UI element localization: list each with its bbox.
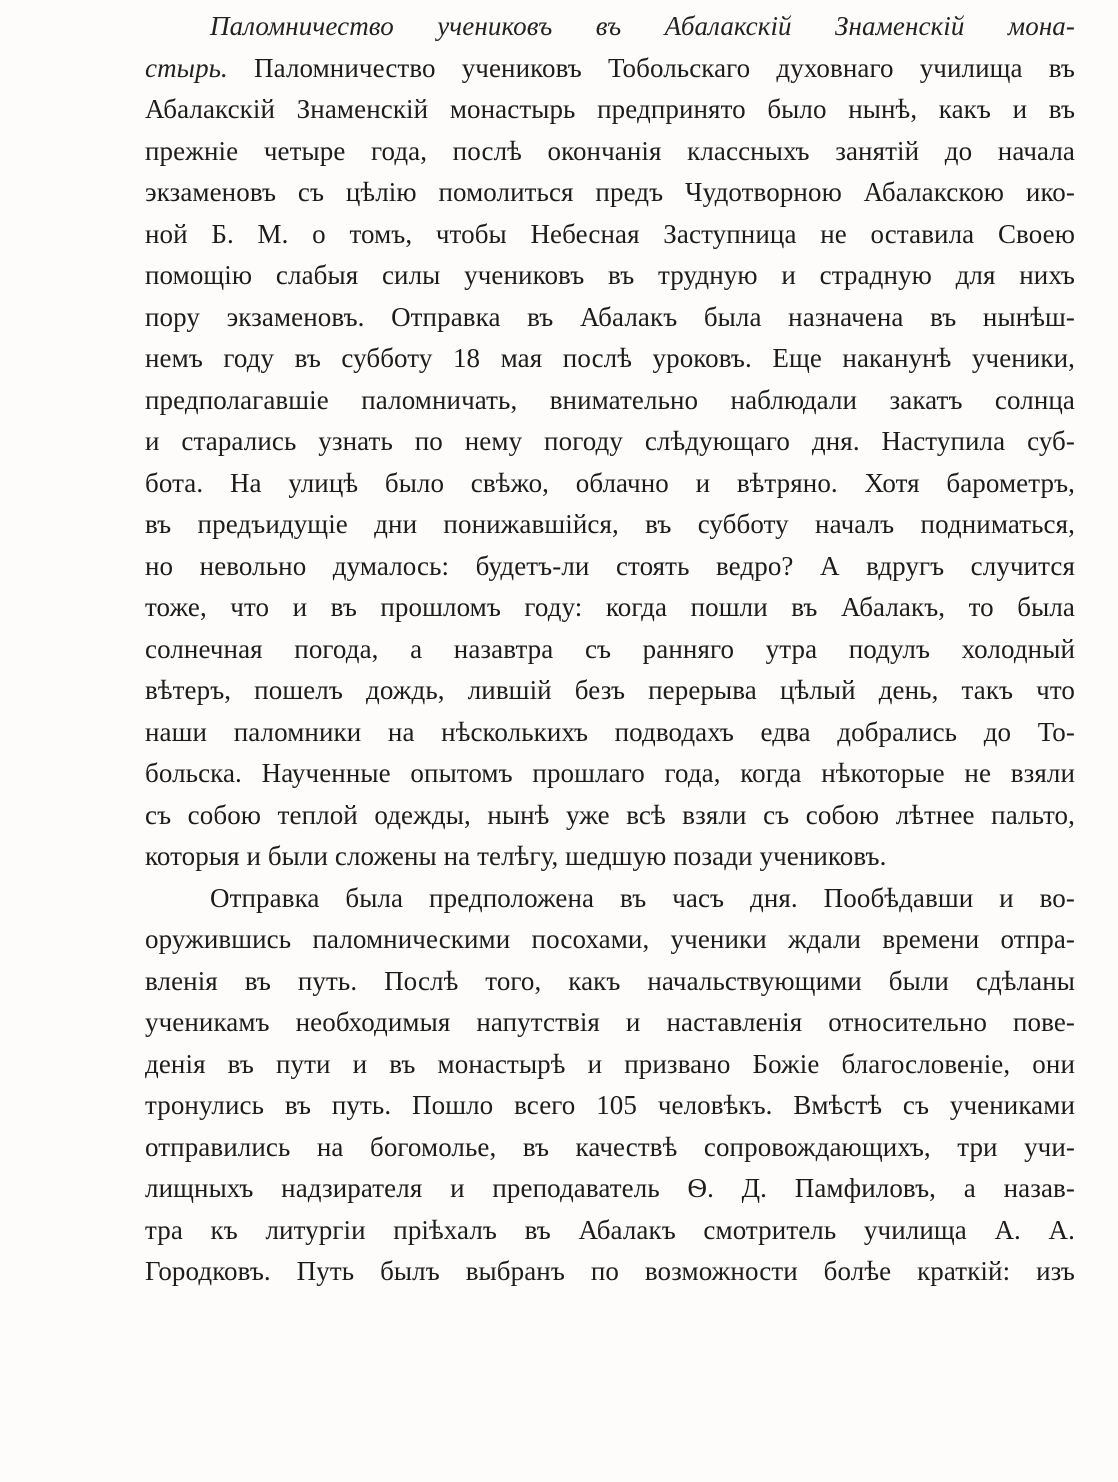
text-line: ной Б. М. о томъ, чтобы Небесная Заступница не оставила Своею xyxy=(145,218,1075,249)
text-line: но невольно думалось: будетъ-ли стоять ведро? А вдругъ случится xyxy=(145,550,1075,581)
text-line: тронулись въ путь. Пошло всего 105 человѣкъ. Вмѣстѣ съ учениками xyxy=(145,1090,1075,1120)
paragraph-first-line: Отправка была предположена въ часъ дня. Пообѣдавши и во- xyxy=(210,882,1075,913)
text-line: вленія въ путь. Послѣ того, какъ начальствующими были сдѣланы xyxy=(145,965,1075,996)
text-line: бота. На улицѣ было свѣжо, облачно и вѣтряно. Хотя барометръ, xyxy=(145,467,1075,498)
text-line: лищныхъ надзирателя и преподаватель Ѳ. Д. Памфиловъ, а назав- xyxy=(145,1173,1075,1203)
article-body xyxy=(145,6,1075,1293)
text-line: которыя и были сложены на телѣгу, шедшую позади учениковъ. xyxy=(145,841,887,871)
text-line: тоже, что и въ прошломъ году: когда пошли въ Абалакъ, то была xyxy=(145,592,1075,622)
text-line: оружившись паломническими посохами, ученики ждали времени отпра- xyxy=(145,924,1075,954)
text-line: солнечная погода, а назавтра съ ранняго утра подулъ холодный xyxy=(145,633,1075,664)
text-line: прежніе четыре года, послѣ окончанія классныхъ занятій до начала xyxy=(145,135,1075,166)
text-line: Городковъ. Путь былъ выбранъ по возможности болѣе краткій: изъ xyxy=(145,1256,1075,1286)
text-line: денія въ пути и въ монастырѣ и призвано Божіе благословеніе, они xyxy=(145,1048,1075,1079)
text-line xyxy=(145,48,1075,90)
text-line: тра къ литургіи пріѣхалъ въ Абалакъ смотритель училища А. А. xyxy=(145,1214,1075,1245)
text-line: больска. Наученные опытомъ прошлаго года, когда нѣкоторые не взяли xyxy=(145,758,1075,788)
text-line: вѣтеръ, пошелъ дождь, лившій безъ перерыва цѣлый день, такъ что xyxy=(145,675,1075,705)
text-line: ученикамъ необходимыя напутствія и наставленія относительно пове- xyxy=(145,1007,1075,1037)
text-line: предполагавшіе паломничать, внимательно наблюдали закатъ солнца xyxy=(145,384,1075,415)
text-line: помощію слабыя силы учениковъ въ трудную и страдную для нихъ xyxy=(145,260,1075,290)
text-line-content: Паломничество учениковъ Тобольскаго духовнаго училища въ xyxy=(254,52,1075,83)
article-title-line: Паломничество учениковъ въ Абалакскій Знаменскій мона- xyxy=(210,11,1075,41)
text-line: въ предъидущіе дни понижавшійся, въ субботу началъ подниматься, xyxy=(145,509,1075,539)
text-line: пору экзаменовъ. Отправка въ Абалакъ была назначена въ нынѣш- xyxy=(145,301,1075,332)
text-line: съ собою теплой одежды, нынѣ уже всѣ взяли съ собою лѣтнее пальто, xyxy=(145,799,1075,830)
text-line: немъ году въ субботу 18 мая послѣ уроковъ. Еще наканунѣ ученики, xyxy=(145,343,1075,373)
text-line: экзаменовъ съ цѣлію помолиться предъ Чудотворною Абалакскою ико- xyxy=(145,177,1075,207)
text-line: отправились на богомолье, въ качествѣ сопровождающихъ, три учи- xyxy=(145,1131,1075,1162)
text-line: Абалакскій Знаменскій монастырь предпринято было нынѣ, какъ и въ xyxy=(145,94,1075,124)
text-line: и старались узнать по нему погоду слѣдующаго дня. Наступила суб- xyxy=(145,426,1075,456)
text-line: наши паломники на нѣсколькихъ подводахъ едва добрались до То- xyxy=(145,716,1075,747)
article-title-end: стырь. xyxy=(145,52,228,83)
